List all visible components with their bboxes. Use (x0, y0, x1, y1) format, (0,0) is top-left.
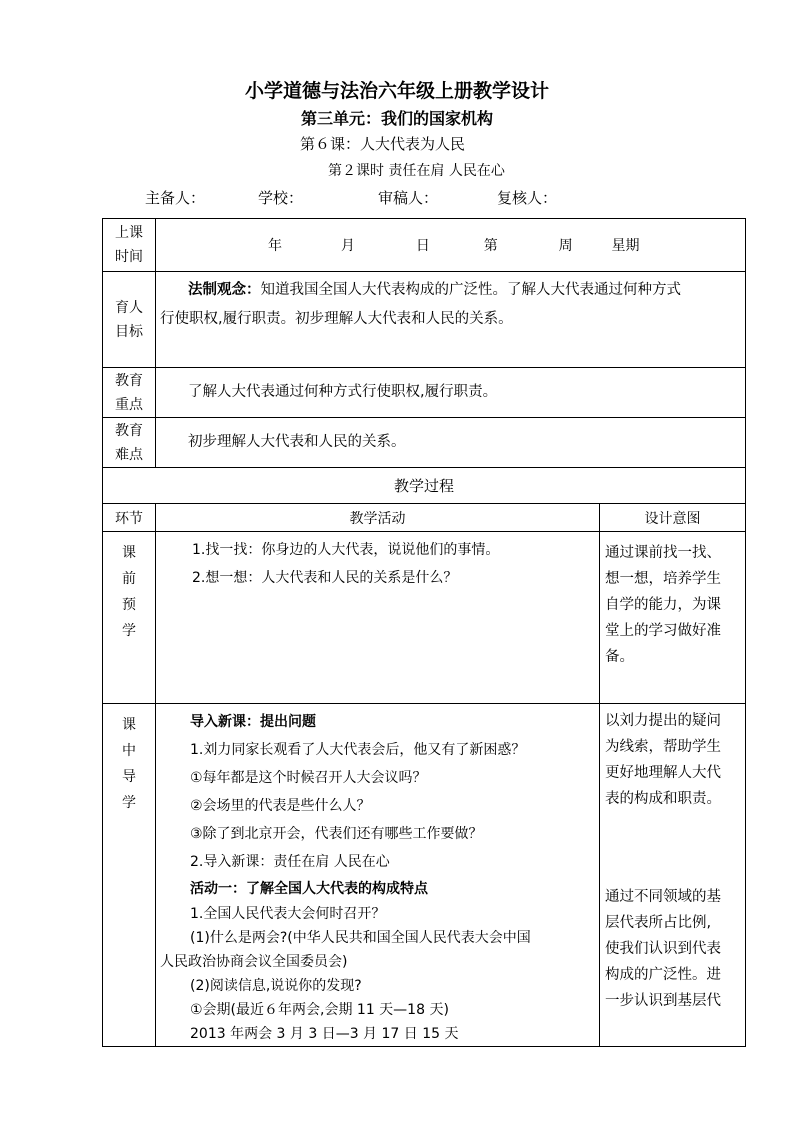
column-header-intent: 设计意图 (600, 504, 746, 532)
goal-bold-prefix: 法制观念： (188, 282, 261, 298)
activity-line-6: 2013 年两会 3 月 3 日—3 月 17 日 15 天 (190, 1026, 459, 1042)
column-header-activity: 教学活动 (156, 504, 600, 532)
process-title-row (103, 468, 746, 504)
preclass-activity-1: 1.找一找：你身边的人大代表，说说他们的事情。 (192, 542, 500, 558)
activity-line-4: (2)阅读信息,说说你的发现? (190, 978, 362, 994)
difficulty-row (103, 418, 746, 468)
goal-row (103, 272, 746, 368)
activity-line-1: 1.全国人民代表大会何时召开？ (190, 906, 386, 922)
preclass-activities (156, 532, 600, 704)
week-prefix-label: 第 (483, 238, 498, 254)
column-header-row (103, 504, 746, 532)
inclass-activities (156, 704, 600, 1047)
goal-text-2: 行使职权,履行职责。初步理解人大代表和人民的关系。 (160, 311, 513, 327)
preparer-field: 主备人： (145, 189, 206, 207)
year-label: 年 (268, 238, 282, 254)
lesson-plan-table (102, 218, 746, 1047)
activity-line-2: (1)什么是两会?(中华人民共和国全国人民代表大会中国 (190, 930, 531, 946)
class-time-label: 上课 时间 (103, 219, 156, 272)
class-time-row (103, 219, 746, 272)
key-row (103, 368, 746, 418)
difficulty-label: 教育 难点 (103, 418, 156, 468)
inclass-line-4: ③除了到北京开会，代表们还有哪些工作要做？ (190, 826, 483, 842)
weekday-label: 星期 (611, 238, 640, 254)
key-text: 了解人大代表通过何种方式行使职权,履行职责。 (156, 368, 746, 418)
month-label: 月 (340, 238, 355, 254)
inclass-section-label: 课 中 导 学 (103, 704, 156, 1047)
preclass-activity-2: 2.想一想：人大代表和人民的关系是什么？ (192, 570, 458, 586)
goal-text-1: 知道我国全国人大代表构成的广泛性。了解人大代表通过何种方式 (260, 282, 681, 298)
day-label: 日 (415, 238, 430, 254)
lesson-title: 第６课：人大代表为人民 (300, 135, 466, 153)
activity-line-3: 人民政治协商会议全国委员会) (160, 954, 348, 970)
inclass-line-1: 1.刘力同家长观看了人大代表会后，他又有了新困惑？ (190, 742, 526, 758)
inclass-intro-title: 导入新课：提出问题 (190, 714, 316, 730)
goal-content (156, 272, 746, 368)
inclass-line-5: 2.导入新课：责任在肩 人民在心 (190, 854, 390, 870)
week-label: 周 (558, 238, 573, 254)
preclass-section-label: 课 前 预 学 (103, 532, 156, 704)
unit-title: 第三单元：我们的国家机构 (300, 109, 493, 128)
activity-line-5: ①会期(最近６年两会,会期 11 天—18 天) (190, 1002, 449, 1018)
column-header-section: 环节 (103, 504, 156, 532)
document-title: 小学道德与法治六年级上册教学设计 (244, 80, 549, 102)
period-title: 第２课时 责任在肩 人民在心 (328, 163, 505, 179)
school-field: 学校： (258, 189, 304, 207)
inclass-row (103, 704, 746, 1047)
activity-one-title: 活动一：了解全国人大代表的构成特点 (190, 881, 428, 897)
inclass-line-3: ②会场里的代表是些什么人？ (190, 798, 371, 814)
inclass-intent: 以刘力提出的疑问 为线索，帮助学生 更好地理解人大代 表的构成和职责。 通过不同领域的基 层代表所占比例, 使我们认识到代表 构成的广泛性。进 一步认识到基层代 (600, 704, 746, 1047)
preclass-row (103, 532, 746, 704)
difficulty-text: 初步理解人大代表和人民的关系。 (156, 418, 746, 468)
rechecker-field: 复核人： (497, 189, 558, 207)
preclass-intent: 通过课前找一找、 想一想，培养学生 自学的能力，为课 堂上的学习做好准 备。 (600, 532, 746, 704)
key-label: 教育 重点 (103, 368, 156, 418)
process-title: 教学过程 (103, 468, 746, 504)
goal-label: 育人 目标 (103, 272, 156, 368)
inclass-line-2: ①每年都是这个时候召开人大会议吗？ (190, 770, 427, 786)
class-time-value (156, 219, 746, 272)
reviewer-field: 审稿人： (378, 189, 439, 207)
